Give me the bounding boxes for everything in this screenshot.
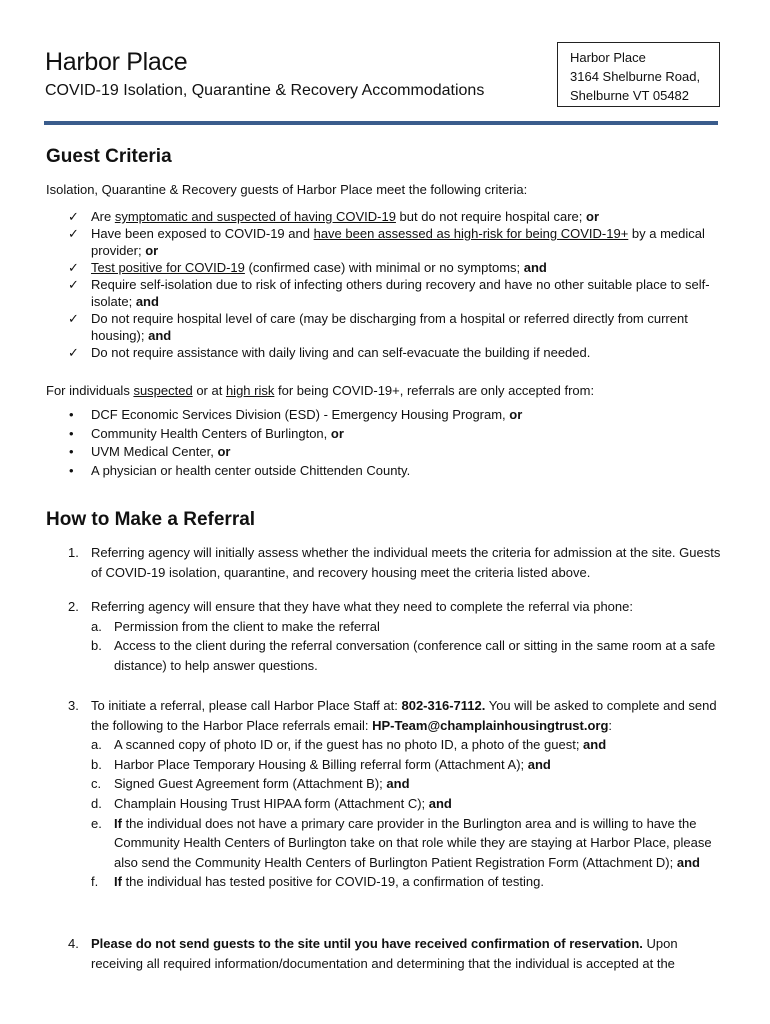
referral-step-list — [68, 934, 730, 973]
underlined-text: have been assessed as high-risk for being COVID-19+ — [313, 226, 629, 241]
substep-item — [91, 735, 730, 755]
bold-text: HP-Team@champlainhousingtrust.org — [372, 717, 609, 733]
underlined-text: Test positive for COVID-19 — [91, 260, 245, 275]
step-text — [91, 696, 730, 735]
underlined-text: high risk — [225, 383, 275, 398]
address-line: 3164 Shelburne Road, — [570, 69, 701, 84]
substep-letter: e. — [91, 815, 102, 831]
document-subtitle: COVID-19 Isolation, Quarantine & Recovery Accommodations — [45, 82, 485, 99]
substep-letter: a. — [91, 618, 102, 634]
referral-step — [68, 543, 730, 582]
step-text — [91, 543, 730, 582]
referral-sources-list — [68, 406, 522, 481]
checkmark-icon: ✓ — [68, 345, 79, 360]
checkmark-icon: ✓ — [68, 311, 79, 326]
section-heading-guest-criteria: Guest Criteria — [46, 146, 172, 167]
text-run: Permission from the client to make the referral — [114, 618, 380, 634]
text-run: (confirmed case) with minimal or no symptoms; — [244, 260, 524, 275]
underlined-text: symptomatic and suspected of having COVID-19 — [114, 209, 396, 224]
text-run: the individual has tested positive for COVID-19, a confirmation of testing. — [121, 874, 544, 890]
text-run: Champlain Housing Trust HIPAA form (Attachment C); — [114, 795, 429, 811]
text-run: Signed Guest Agreement form (Attachment B); — [114, 776, 387, 792]
bold-text: and — [676, 854, 700, 870]
text-run: DCF Economic Services Division (ESD) - Emergency Housing Program, — [91, 407, 510, 422]
bold-text: Please do not send guests to the site until you have received confirmation of reservation. — [91, 936, 643, 951]
text-run: Referring agency will ensure that they have what they need to complete the referral via phone: — [91, 599, 633, 614]
referral-source-item — [68, 406, 522, 425]
bold-text: or — [145, 243, 159, 258]
referral-step-list — [68, 597, 730, 675]
text-run: Access to the client during the referral conversation (conference call or sitting in the same room at a safe distance) to help answer questions. — [114, 638, 716, 673]
step-text — [91, 597, 730, 617]
step-number: 4. — [68, 936, 79, 951]
checkmark-icon: ✓ — [68, 226, 79, 241]
bullet-icon: • — [69, 444, 74, 460]
substep-letter: d. — [91, 795, 102, 811]
criteria-item — [68, 259, 728, 276]
referral-step-list — [68, 696, 730, 892]
referral-source-item — [68, 462, 522, 481]
criteria-item — [68, 310, 728, 344]
document-title: Harbor Place — [45, 48, 188, 76]
bold-text: If — [114, 815, 122, 831]
section-heading-referral: How to Make a Referral — [46, 509, 256, 530]
bold-text: and — [148, 328, 172, 343]
criteria-item — [68, 276, 728, 310]
criteria-item — [68, 344, 728, 361]
text-run: : — [608, 717, 613, 733]
text-run: by a medical provider; — [91, 226, 705, 258]
referral-step-list — [68, 543, 730, 582]
text-run: A scanned copy of photo ID or, if the guest has no photo ID, a photo of the guest; — [114, 737, 584, 753]
bullet-icon: • — [69, 425, 74, 441]
text-run: or at — [192, 383, 226, 398]
text-run: Are — [91, 209, 115, 224]
bold-text: and — [523, 260, 547, 275]
text-run: Require self-isolation due to risk of infecting others during recovery and have no other suitable place to self-isolate; — [91, 277, 710, 309]
checkmark-icon: ✓ — [68, 260, 79, 275]
substep-letter: b. — [91, 638, 102, 654]
bullet-icon: • — [69, 407, 74, 422]
substep-item — [91, 794, 730, 814]
checkmark-icon: ✓ — [68, 277, 79, 292]
text-run: For individuals — [46, 383, 134, 398]
text-run: Upon receiving all required information/documentation and determining that the individual is accepted at the — [91, 936, 678, 971]
referral-step — [68, 696, 730, 892]
bold-text: and — [135, 294, 159, 309]
text-run: A physician or health center outside Chittenden County. — [91, 463, 411, 479]
referral-sources-intro — [46, 382, 594, 399]
text-run: for being COVID-19+, referrals are only accepted from: — [274, 383, 595, 398]
bold-text: and — [583, 737, 607, 753]
bold-text: or — [586, 209, 599, 224]
text-run: Have been exposed to COVID-19 and — [91, 226, 314, 241]
underlined-text: suspected — [133, 383, 193, 398]
substep-list — [91, 735, 730, 892]
address-line: Shelburne VT 05482 — [570, 88, 690, 103]
bold-text: or — [217, 444, 231, 460]
substep-item — [91, 636, 730, 675]
text-run: To initiate a referral, please call Harbor Place Staff at: — [91, 698, 402, 713]
substep-item — [91, 774, 730, 794]
substep-letter: f. — [91, 874, 99, 890]
referral-source-item — [68, 443, 522, 462]
substep-item — [91, 617, 730, 637]
criteria-checklist — [68, 208, 728, 361]
criteria-intro: Isolation, Quarantine & Recovery guests of Harbor Place meet the following criteria: — [46, 182, 528, 197]
bold-text: and — [527, 756, 551, 772]
substep-item — [91, 814, 730, 873]
address-box — [557, 42, 720, 107]
bold-text: or — [330, 425, 344, 441]
referral-source-item — [68, 425, 522, 444]
bold-text: and — [428, 795, 452, 811]
substep-letter: c. — [91, 776, 102, 792]
bold-text: or — [509, 407, 523, 422]
substep-letter: a. — [91, 737, 102, 753]
text-run: You will be asked to complete and send the following to the Harbor Place referrals email: — [91, 698, 717, 733]
text-run: Do not require assistance with daily living and can self-evacuate the building if needed. — [91, 345, 591, 360]
text-run: Do not require hospital level of care (may be discharging from a hospital or referred directly from current housing); — [91, 311, 688, 343]
criteria-item — [68, 225, 728, 259]
step-number: 2. — [68, 599, 79, 614]
text-run: but do not require hospital care; — [395, 209, 586, 224]
criteria-item — [68, 208, 728, 225]
text-run: Harbor Place Temporary Housing & Billing referral form (Attachment A); — [114, 756, 528, 772]
header-divider — [44, 121, 718, 125]
substep-item — [91, 872, 730, 892]
bold-text: If — [114, 874, 122, 890]
bullet-icon: • — [69, 463, 74, 479]
step-text — [91, 934, 730, 973]
checkmark-icon: ✓ — [68, 209, 79, 224]
text-run: Referring agency will initially assess whether the individual meets the criteria for admission at the site. Guests of COVID-19 isolation, quarantine, and recovery housing meet the criteria listed above. — [91, 545, 721, 580]
substep-list — [91, 617, 730, 676]
referral-step — [68, 597, 730, 675]
bold-text: and — [386, 776, 410, 792]
step-number: 1. — [68, 545, 79, 560]
text-run: Community Health Centers of Burlington, — [91, 425, 331, 441]
substep-item — [91, 755, 730, 775]
step-number: 3. — [68, 698, 79, 713]
text-run: the individual does not have a primary care provider in the Burlington area and is willing to have the Community Health Centers of Burlington take on that role while they are staying at Harbor Place, please also send the Community Health Centers of Burlington Patient Registration Form (Attachment D); — [114, 815, 712, 870]
referral-step — [68, 934, 730, 973]
substep-letter: b. — [91, 756, 102, 772]
address-line: Harbor Place — [570, 50, 646, 65]
document-header — [45, 44, 484, 101]
bold-text: 802-316-7112. — [401, 698, 486, 713]
text-run: UVM Medical Center, — [91, 444, 218, 460]
